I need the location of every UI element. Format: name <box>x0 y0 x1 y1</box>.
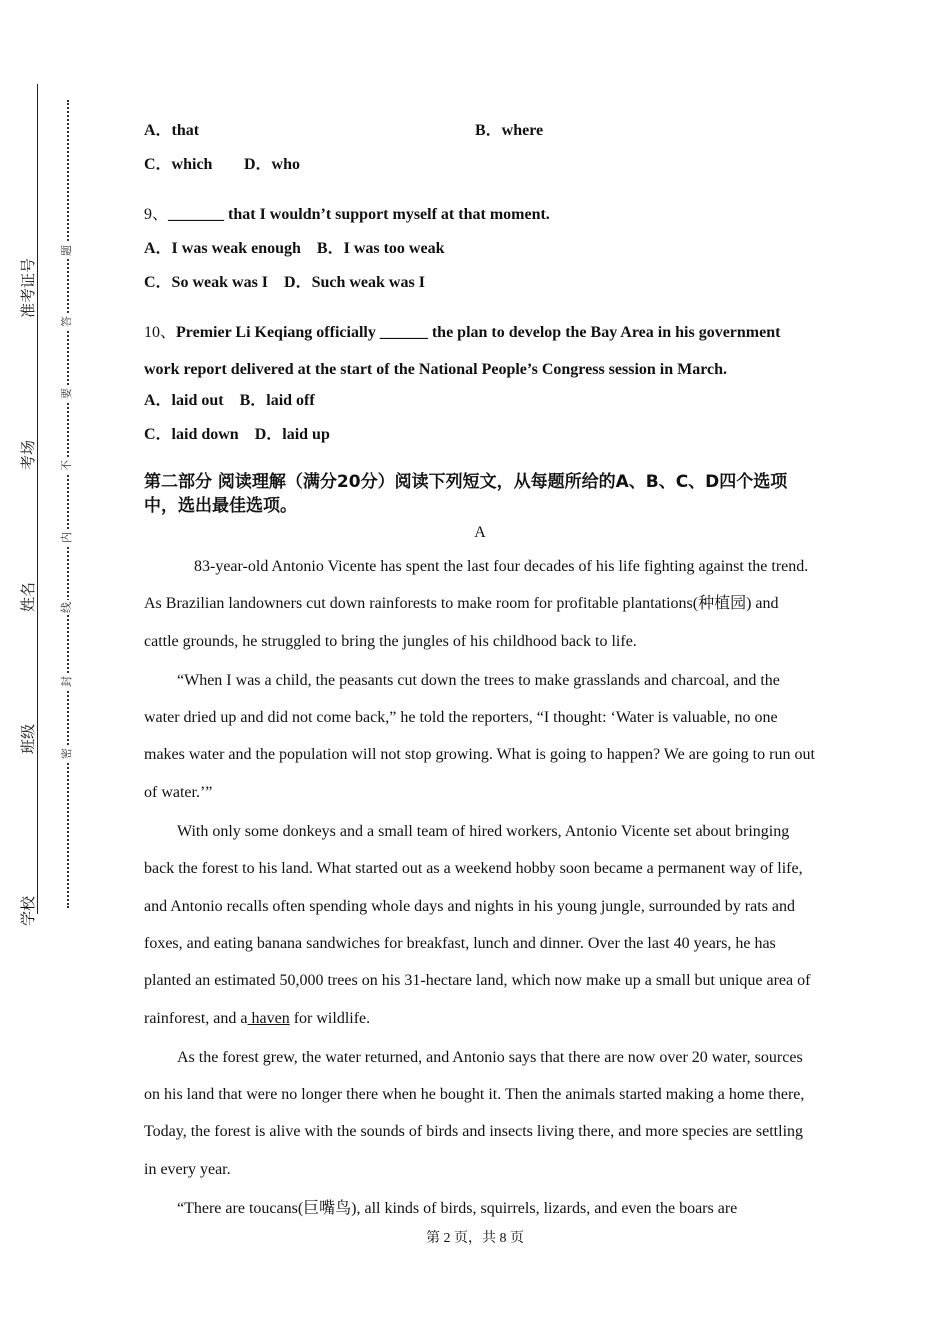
passage-paragraph-4: As the forest grew, the water returned, and Antonio says that there are now over 20 water, sources on his land that were no longer there when he bought it. Then the animals started making a home there, Today, the forest is alive with the sounds of birds and insects living there, and more species are settling in every year. <box>144 1048 805 1178</box>
q8-option-b: B．where <box>475 122 544 139</box>
q8-option-a: A．that <box>144 122 200 139</box>
passage-paragraph-2: “When I was a child, the peasants cut down the trees to make grasslands and charcoal, and the water dried up and did not come back,” he told the reporters, “I thought: ‘Water is valuable, no one makes water and the population will not stop growing. What is going to happen? We are going to run out of water.’” <box>144 671 815 801</box>
seal-char-5: 内 <box>61 532 73 543</box>
q9-options-cd: C．So weak was I D．Such weak was I <box>144 274 425 291</box>
q9-number: 9、 <box>144 206 169 223</box>
seal-char-7: 封 <box>61 676 73 687</box>
q9-options-ab: A．I was weak enough B．I was too weak <box>144 240 445 257</box>
q9-options-row2 <box>144 270 816 320</box>
passage-label: A <box>474 524 486 541</box>
exam-content <box>144 118 816 1229</box>
para3-text: With only some donkeys and a small team of hired workers, Antonio Vicente set about bringing back the forest to his land. What started out as a weekend hobby soon became a permanent way of life, and Antonio recalls often spending whole days and nights in his young jungle, surrounded by rats and foxes, and eating banana sandwiches for breakfast, lunch and dinner. Over the last 40 years, he has planted an estimated 50,000 trees on his 31-hectare land, which now make up a small but unique area of rainforest, and a <box>144 823 811 1027</box>
q10-options-row2 <box>144 422 816 456</box>
seal-char-1: 题 <box>61 245 73 256</box>
passage-paragraph-5: “There are toucans(巨嘴鸟), all kinds of birds, squirrels, lizards, and even the boars are <box>177 1200 738 1218</box>
passage-paragraph-1: 83-year-old Antonio Vicente has spent the last four decades of his life fighting against the trend. As Brazilian landowners cut down rainforests to make room for profitable plantations(种植园) and cattle grounds, he struggled to bring the jungles of his childhood back to life. <box>144 558 809 650</box>
section-title: 第二部分 阅读理解（满分20分）阅读下列短文，从每题所给的A、B、C、D四个选项中，选出最佳选项。 <box>144 472 788 516</box>
seal-char-6: 线 <box>61 602 73 613</box>
para3-end: for wildlife. <box>289 1009 371 1027</box>
q10-options-cd: C．laid down D．laid up <box>144 426 330 443</box>
q8-option-c: C．which <box>144 156 213 173</box>
q9-text: that I wouldn’t support myself at that moment. <box>224 206 550 223</box>
q9-blank: _______ <box>168 206 225 223</box>
q10-number: 10、 <box>144 324 177 341</box>
name-label: 姓名 <box>21 581 37 612</box>
class-label: 班级 <box>21 723 37 754</box>
q10-text-start: Premier Li Keqiang officially <box>176 324 380 341</box>
exam-room-label: 考场 <box>21 439 37 470</box>
q8-options-row1 <box>144 118 816 152</box>
q10-text-end: the plan to develop the Bay Area in his government work report delivered at the start of the National People’s Congress session in March. <box>144 324 781 378</box>
seal-dotted-line <box>67 100 69 908</box>
passage-paragraph-3 <box>144 813 816 1037</box>
q9-options-row1 <box>144 236 816 270</box>
q10-stem <box>144 314 816 388</box>
page-footer: 第 2 页，共 8 页 <box>426 1231 524 1246</box>
underlined-word-haven: haven <box>247 1009 290 1027</box>
q9-stem <box>144 202 816 236</box>
seal-char-2: 答 <box>61 316 73 327</box>
q10-blank: ______ <box>379 324 428 341</box>
exam-number-label: 准考证号 <box>21 257 37 318</box>
school-label: 学校 <box>21 895 37 926</box>
binding-solid-line <box>37 84 38 914</box>
q10-options-ab: A．laid out B．laid off <box>144 392 315 409</box>
seal-char-4: 不 <box>61 460 73 471</box>
q8-option-d: D．who <box>244 156 301 173</box>
seal-char-8: 密 <box>61 748 73 759</box>
seal-char-3: 要 <box>61 388 73 399</box>
q10-options-row1 <box>144 388 816 422</box>
q8-options-row2 <box>144 152 816 202</box>
